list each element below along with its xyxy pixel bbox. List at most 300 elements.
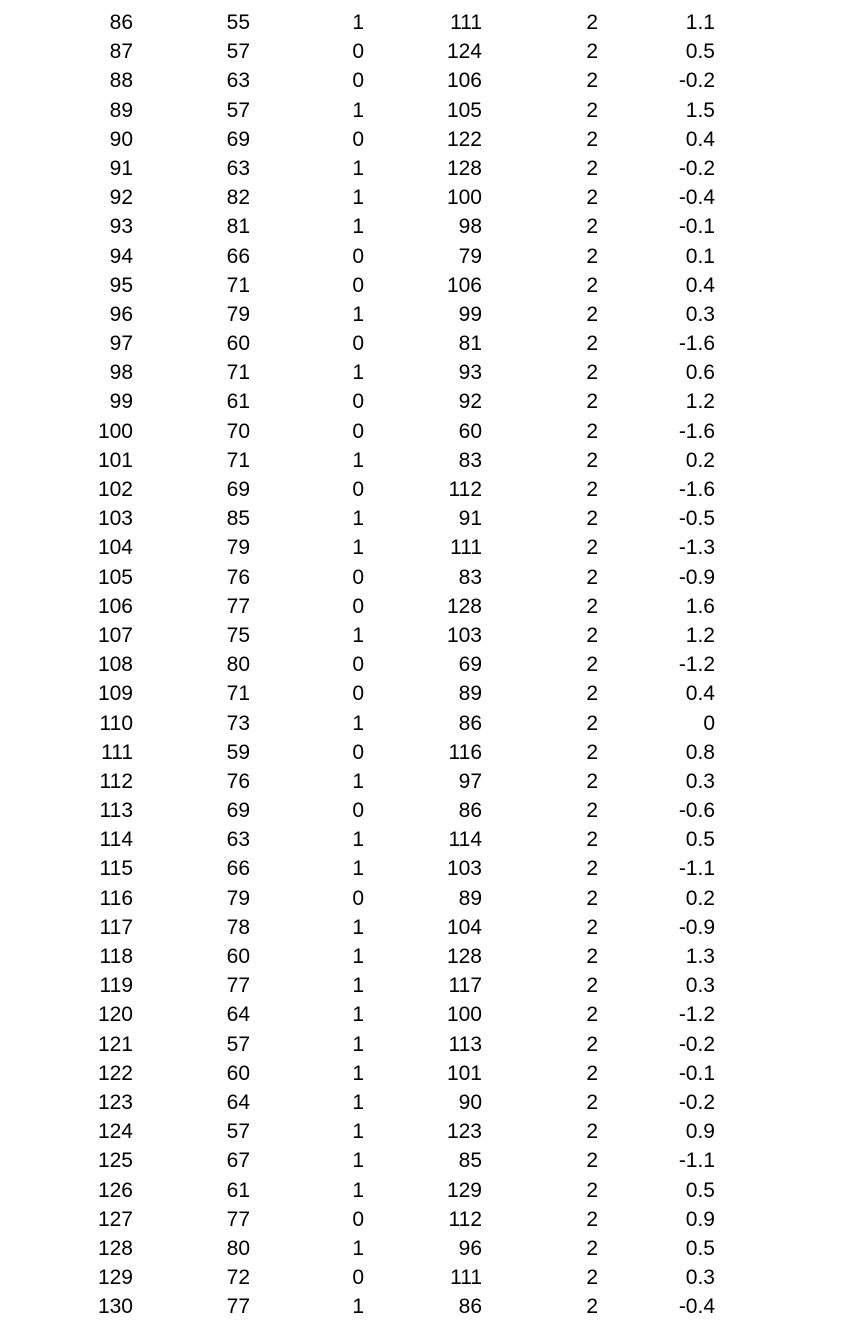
table-cell: 116	[99, 886, 133, 910]
table-cell: 2	[586, 1266, 598, 1290]
table-cell: 118	[99, 945, 133, 968]
table-row	[0, 971, 858, 1000]
table-cell: 2	[586, 302, 598, 326]
table-cell: 120	[97, 1003, 133, 1027]
table-cell: 2	[586, 915, 598, 939]
table-cell: -0.2	[678, 1090, 715, 1114]
table-cell: 1.3	[685, 945, 715, 968]
table-cell: 81	[226, 215, 250, 239]
table-cell: 67	[226, 1149, 250, 1173]
table-cell: 106	[446, 273, 482, 297]
table-cell: 86	[458, 711, 482, 735]
table-row	[0, 271, 858, 300]
table-cell: 1	[352, 1178, 364, 1202]
table-cell: 101	[97, 448, 133, 472]
table-cell: 2	[586, 653, 598, 677]
table-cell: 124	[446, 40, 482, 64]
table-cell: 64	[226, 1003, 250, 1027]
table-cell: 2	[586, 215, 598, 239]
table-cell: 1	[352, 1236, 364, 1260]
table-cell: 94	[109, 244, 133, 268]
table-cell: 60	[226, 332, 250, 356]
table-cell: 0	[352, 40, 364, 64]
table-row	[0, 709, 858, 738]
table-cell: 64	[226, 1090, 250, 1114]
table-row	[0, 387, 858, 416]
table-cell: 2	[586, 448, 598, 472]
table-cell: 1	[352, 1090, 364, 1114]
table-cell: 85	[226, 507, 250, 531]
table-cell: 87	[109, 40, 133, 64]
table-cell: 2	[586, 127, 598, 151]
table-cell: 0	[352, 1207, 364, 1231]
table-cell: 2	[586, 974, 598, 998]
table-cell: 82	[226, 186, 250, 210]
table-cell: 0	[352, 244, 364, 268]
table-cell: -1.2	[678, 1003, 715, 1027]
table-cell: 1	[352, 769, 364, 793]
table-cell: 78	[226, 915, 250, 939]
table-cell: 2	[586, 507, 598, 531]
table-cell: 1.5	[685, 98, 715, 122]
table-cell: 1	[352, 828, 364, 852]
table-cell: 104	[446, 915, 482, 939]
table-cell: 0.3	[685, 1266, 715, 1290]
table-cell: 2	[586, 419, 598, 443]
table-cell: 112	[448, 478, 482, 501]
table-cell: 92	[109, 186, 133, 210]
table-cell: 0.4	[685, 127, 715, 151]
table-cell: 0.1	[685, 244, 715, 268]
table-cell: 80	[226, 653, 250, 677]
table-cell: 1	[352, 215, 364, 239]
table-cell: 1	[352, 711, 364, 735]
table-cell: 69	[226, 799, 250, 823]
table-row	[0, 1059, 858, 1088]
table-cell: 125	[97, 1149, 133, 1173]
table-row	[0, 183, 858, 212]
table-cell: -1.3	[678, 536, 715, 560]
table-cell: 123	[446, 1120, 482, 1144]
table-cell: 96	[458, 1236, 482, 1260]
table-cell: 126	[97, 1178, 133, 1202]
table-row	[0, 1088, 858, 1117]
table-cell: 90	[458, 1090, 482, 1114]
table-row	[0, 446, 858, 475]
table-cell: 77	[226, 594, 250, 618]
table-cell: 100	[446, 1003, 482, 1027]
table-cell: 1	[352, 361, 364, 385]
table-cell: 86	[109, 11, 133, 34]
table-cell: 107	[97, 623, 133, 647]
table-cell: 71	[226, 448, 250, 472]
table-cell: 103	[446, 857, 482, 881]
table-cell: 121	[97, 1032, 133, 1056]
table-cell: 0	[352, 653, 364, 677]
table-cell: 1.1	[685, 11, 715, 34]
table-cell: 93	[458, 361, 482, 385]
table-cell: 2	[586, 11, 598, 34]
table-cell: 128	[446, 945, 482, 968]
table-cell: 1	[352, 974, 364, 998]
table-cell: 1	[352, 945, 364, 968]
table-cell: 0	[703, 711, 715, 735]
table-cell: 2	[586, 332, 598, 356]
table-cell: 0	[352, 332, 364, 356]
table-cell: 104	[97, 536, 133, 560]
table-cell: 76	[226, 565, 250, 589]
table-row	[0, 212, 858, 241]
table-cell: 86	[458, 799, 482, 823]
table-cell: 61	[226, 1178, 250, 1202]
table-cell: 79	[226, 886, 250, 910]
table-row	[0, 942, 858, 971]
table-cell: 128	[97, 1236, 133, 1260]
table-cell: 71	[226, 361, 250, 385]
table-cell: 71	[226, 682, 250, 706]
table-cell: 2	[586, 361, 598, 385]
table-cell: 2	[586, 1207, 598, 1231]
table-cell: 100	[97, 419, 133, 443]
table-cell: 0.4	[685, 682, 715, 706]
table-cell: 66	[226, 857, 250, 881]
table-cell: 0	[352, 682, 364, 706]
table-cell: 59	[226, 740, 250, 764]
table-cell: 66	[226, 244, 250, 268]
table-cell: 2	[586, 623, 598, 647]
table-row	[0, 854, 858, 883]
table-cell: -1.2	[678, 653, 715, 677]
table-cell: 63	[226, 69, 250, 93]
table-cell: 2	[586, 98, 598, 122]
table-cell: -0.2	[678, 1032, 715, 1056]
table-cell: 124	[97, 1120, 133, 1144]
table-cell: 70	[226, 419, 250, 443]
table-cell: 0	[352, 69, 364, 93]
table-cell: 1	[352, 186, 364, 210]
table-cell: 105	[97, 565, 133, 589]
table-cell: 0	[352, 740, 364, 764]
table-row	[0, 125, 858, 154]
table-cell: 0.9	[685, 1120, 715, 1144]
table-cell: 111	[450, 536, 482, 560]
table-cell: 129	[446, 1178, 482, 1202]
table-row	[0, 1176, 858, 1205]
table-cell: 99	[109, 390, 133, 414]
table-cell: 57	[226, 98, 250, 122]
table-cell: 89	[109, 98, 133, 122]
table-cell: 111	[101, 740, 133, 764]
table-cell: 105	[446, 98, 482, 122]
table-cell: 127	[97, 1207, 133, 1231]
table-cell: 116	[448, 740, 482, 764]
table-cell: 2	[586, 769, 598, 793]
table-cell: 112	[448, 1207, 482, 1231]
table-cell: 93	[109, 215, 133, 239]
table-cell: 89	[458, 886, 482, 910]
table-cell: 2	[586, 886, 598, 910]
table-cell: 2	[586, 273, 598, 297]
table-cell: 106	[446, 69, 482, 93]
table-cell: 2	[586, 1178, 598, 1202]
table-cell: -0.2	[678, 69, 715, 93]
table-cell: 0.3	[685, 974, 715, 998]
table-cell: 0.5	[685, 1236, 715, 1260]
table-cell: 117	[99, 915, 133, 939]
table-row	[0, 300, 858, 329]
table-row	[0, 66, 858, 95]
table-cell: 1	[352, 302, 364, 326]
table-cell: 91	[458, 507, 482, 531]
table-cell: 60	[226, 1061, 250, 1085]
table-row	[0, 796, 858, 825]
table-cell: 2	[586, 69, 598, 93]
table-cell: 1	[352, 623, 364, 647]
table-cell: 85	[458, 1149, 482, 1173]
table-cell: 83	[458, 448, 482, 472]
table-cell: -0.9	[678, 915, 715, 939]
table-cell: 77	[226, 974, 250, 998]
table-cell: 1	[352, 915, 364, 939]
table-cell: 2	[586, 711, 598, 735]
table-cell: 113	[99, 799, 133, 823]
table-cell: 76	[226, 769, 250, 793]
table-cell: 69	[226, 478, 250, 501]
table-cell: 95	[109, 273, 133, 297]
table-cell: -0.4	[678, 186, 715, 210]
table-cell: 128	[446, 156, 482, 180]
table-cell: 108	[97, 653, 133, 677]
table-cell: 96	[109, 302, 133, 326]
table-cell: 123	[97, 1090, 133, 1114]
table-cell: 2	[586, 156, 598, 180]
table-cell: 63	[226, 156, 250, 180]
table-cell: 1.2	[685, 390, 715, 414]
table-row	[0, 8, 858, 37]
table-cell: -1.1	[678, 857, 715, 881]
table-cell: 91	[109, 156, 133, 180]
table-cell: 111	[450, 11, 482, 34]
table-cell: -0.2	[678, 156, 715, 180]
table-cell: 0	[352, 273, 364, 297]
table-cell: 77	[226, 1295, 250, 1319]
table-cell: 63	[226, 828, 250, 852]
table-cell: 0.4	[685, 273, 715, 297]
table-cell: 1	[352, 507, 364, 531]
table-cell: 71	[226, 273, 250, 297]
table-row	[0, 592, 858, 621]
table-cell: 103	[446, 623, 482, 647]
table-cell: 2	[586, 1090, 598, 1114]
table-row	[0, 504, 858, 533]
table-row	[0, 1292, 858, 1321]
table-cell: 69	[458, 653, 482, 677]
table-cell: 99	[458, 302, 482, 326]
table-cell: 0.2	[685, 886, 715, 910]
table-cell: 89	[458, 682, 482, 706]
table-cell: 57	[226, 1120, 250, 1144]
table-cell: 2	[586, 740, 598, 764]
table-cell: 112	[99, 769, 133, 793]
table-cell: 79	[226, 302, 250, 326]
table-cell: 88	[109, 69, 133, 93]
table-row	[0, 242, 858, 271]
table-cell: 2	[586, 186, 598, 210]
table-cell: 0	[352, 565, 364, 589]
data-table	[0, 8, 858, 1321]
table-cell: 1	[352, 857, 364, 881]
table-cell: 0	[352, 419, 364, 443]
table-cell: 115	[99, 857, 133, 881]
table-cell: 98	[109, 361, 133, 385]
table-cell: 2	[586, 565, 598, 589]
table-row	[0, 475, 858, 504]
table-cell: 110	[99, 711, 133, 735]
table-row	[0, 533, 858, 562]
table-cell: 0.3	[685, 302, 715, 326]
table-cell: 0	[352, 799, 364, 823]
table-cell: -0.1	[678, 215, 715, 239]
table-row	[0, 1234, 858, 1263]
table-cell: 2	[586, 244, 598, 268]
table-cell: 1	[352, 98, 364, 122]
table-cell: 57	[226, 40, 250, 64]
table-cell: 1.6	[685, 594, 715, 618]
table-row	[0, 1000, 858, 1029]
table-cell: 111	[450, 1266, 482, 1290]
table-row	[0, 563, 858, 592]
table-cell: 0.2	[685, 448, 715, 472]
table-cell: 69	[226, 127, 250, 151]
table-cell: 0	[352, 1266, 364, 1290]
table-cell: 1	[352, 1003, 364, 1027]
table-cell: 73	[226, 711, 250, 735]
table-row	[0, 1263, 858, 1292]
table-cell: 90	[109, 127, 133, 151]
table-cell: 80	[226, 1236, 250, 1260]
table-row	[0, 679, 858, 708]
table-cell: 122	[446, 127, 482, 151]
table-cell: 0	[352, 886, 364, 910]
table-cell: 0.3	[685, 769, 715, 793]
table-row	[0, 1030, 858, 1059]
table-cell: 102	[97, 478, 133, 501]
table-cell: 61	[226, 390, 250, 414]
table-cell: 128	[446, 594, 482, 618]
table-cell: 75	[226, 623, 250, 647]
table-row	[0, 37, 858, 66]
table-cell: 60	[458, 419, 482, 443]
table-cell: 79	[458, 244, 482, 268]
table-cell: 2	[586, 536, 598, 560]
table-row	[0, 621, 858, 650]
table-cell: 122	[97, 1061, 133, 1085]
table-row	[0, 417, 858, 446]
table-cell: 60	[226, 945, 250, 968]
table-cell: 2	[586, 1120, 598, 1144]
table-cell: 2	[586, 1003, 598, 1027]
table-cell: 1	[352, 1120, 364, 1144]
table-cell: 1.2	[685, 623, 715, 647]
table-cell: 114	[99, 828, 133, 852]
table-cell: 0	[352, 127, 364, 151]
table-row	[0, 650, 858, 679]
table-cell: 2	[586, 390, 598, 414]
table-row	[0, 96, 858, 125]
table-cell: 119	[99, 974, 133, 998]
table-cell: 113	[448, 1032, 482, 1056]
table-row	[0, 1146, 858, 1175]
table-cell: 0.6	[685, 361, 715, 385]
table-cell: 81	[458, 332, 482, 356]
table-cell: 55	[226, 11, 250, 34]
table-cell: -1.6	[678, 478, 715, 501]
table-row	[0, 1117, 858, 1146]
table-cell: 117	[448, 974, 482, 998]
table-cell: 1	[352, 1295, 364, 1319]
table-cell: 79	[226, 536, 250, 560]
table-cell: 0	[352, 594, 364, 618]
table-cell: 100	[446, 186, 482, 210]
table-cell: 1	[352, 1061, 364, 1085]
table-cell: 2	[586, 1061, 598, 1085]
table-cell: 72	[226, 1266, 250, 1290]
table-cell: 0	[352, 390, 364, 414]
table-row	[0, 358, 858, 387]
table-cell: -0.6	[678, 799, 715, 823]
table-cell: 57	[226, 1032, 250, 1056]
table-cell: 0.9	[685, 1207, 715, 1231]
table-cell: 1	[352, 1032, 364, 1056]
table-cell: 0.5	[685, 1178, 715, 1202]
table-cell: 1	[352, 11, 364, 34]
table-row	[0, 1205, 858, 1234]
table-cell: 98	[458, 215, 482, 239]
table-cell: 101	[446, 1061, 482, 1085]
table-cell: 2	[586, 1149, 598, 1173]
table-cell: 2	[586, 1032, 598, 1056]
table-cell: 114	[448, 828, 482, 852]
table-cell: 83	[458, 565, 482, 589]
table-cell: 1	[352, 1149, 364, 1173]
table-row	[0, 329, 858, 358]
table-cell: -0.1	[678, 1061, 715, 1085]
table-cell: -0.9	[678, 565, 715, 589]
table-cell: 92	[458, 390, 482, 414]
table-cell: 130	[97, 1295, 133, 1319]
table-cell: -1.6	[678, 419, 715, 443]
table-cell: 129	[97, 1266, 133, 1290]
table-cell: 0.5	[685, 40, 715, 64]
table-cell: 1	[352, 156, 364, 180]
table-cell: 1	[352, 448, 364, 472]
table-cell: 2	[586, 799, 598, 823]
table-cell: -1.6	[678, 332, 715, 356]
table-cell: 0	[352, 478, 364, 501]
table-cell: 2	[586, 40, 598, 64]
table-cell: -0.5	[678, 507, 715, 531]
table-cell: 2	[586, 857, 598, 881]
table-cell: 77	[226, 1207, 250, 1231]
table-cell: 2	[586, 828, 598, 852]
table-cell: 2	[586, 945, 598, 968]
table-cell: -1.1	[678, 1149, 715, 1173]
table-row	[0, 913, 858, 942]
table-cell: 97	[458, 769, 482, 793]
table-row	[0, 154, 858, 183]
table-cell: 2	[586, 1236, 598, 1260]
table-cell: -0.4	[678, 1295, 715, 1319]
